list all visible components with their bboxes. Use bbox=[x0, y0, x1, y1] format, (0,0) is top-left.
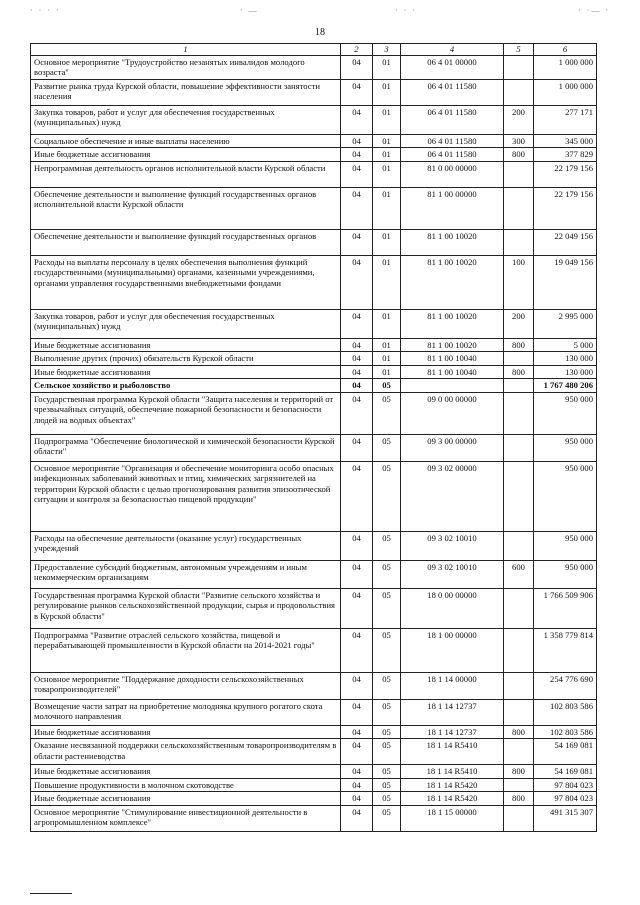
subsection-code: 05 bbox=[373, 434, 401, 461]
amount: 2 995 000 bbox=[534, 309, 597, 338]
amount: 130 000 bbox=[534, 352, 597, 365]
amount: 1 000 000 bbox=[534, 80, 597, 106]
target-article: 81 1 00 00000 bbox=[401, 187, 504, 229]
amount: 22 049 156 bbox=[534, 229, 597, 255]
expense-type bbox=[504, 628, 534, 672]
amount: 277 171 bbox=[534, 106, 597, 135]
expense-type: 600 bbox=[504, 560, 534, 588]
target-article: 81 1 00 10020 bbox=[401, 255, 504, 309]
expense-type bbox=[504, 161, 534, 187]
target-article: 18 1 14 12737 bbox=[401, 725, 504, 738]
section-code: 04 bbox=[341, 739, 373, 765]
table-row bbox=[31, 739, 597, 765]
amount: 950 000 bbox=[534, 560, 597, 588]
header-cell: 2 bbox=[341, 44, 373, 56]
table-row bbox=[31, 699, 597, 725]
target-article: 81 0 00 00000 bbox=[401, 161, 504, 187]
table-row bbox=[31, 792, 597, 805]
target-article: 18 1 14 R5410 bbox=[401, 739, 504, 765]
subsection-code: 01 bbox=[373, 80, 401, 106]
subsection-code: 05 bbox=[373, 765, 401, 778]
expense-type bbox=[504, 461, 534, 531]
table-row bbox=[31, 461, 597, 531]
section-code: 04 bbox=[341, 699, 373, 725]
amount: 491 315 307 bbox=[534, 805, 597, 831]
row-name: Обеспечение деятельности и выполнение функций государственных органов bbox=[31, 229, 341, 255]
amount: 54 169 081 bbox=[534, 765, 597, 778]
section-code: 04 bbox=[341, 560, 373, 588]
expense-type: 300 bbox=[504, 135, 534, 148]
table-row bbox=[31, 588, 597, 628]
row-name: Сельское хозяйство и рыболовство bbox=[31, 379, 341, 392]
amount: 377 829 bbox=[534, 148, 597, 161]
amount: 345 000 bbox=[534, 135, 597, 148]
target-article: 09 0 00 00000 bbox=[401, 392, 504, 434]
expense-type: 800 bbox=[504, 725, 534, 738]
header-cell: 4 bbox=[401, 44, 504, 56]
subsection-code: 01 bbox=[373, 338, 401, 351]
subsection-code: 05 bbox=[373, 805, 401, 831]
subsection-code: 05 bbox=[373, 699, 401, 725]
section-code: 04 bbox=[341, 778, 373, 791]
scan-marks bbox=[30, 6, 610, 16]
amount: 5 000 bbox=[534, 338, 597, 351]
table-row bbox=[31, 672, 597, 699]
section-code: 04 bbox=[341, 392, 373, 434]
amount: 97 804 023 bbox=[534, 778, 597, 791]
target-article bbox=[401, 379, 504, 392]
amount: 950 000 bbox=[534, 531, 597, 560]
expense-type: 800 bbox=[504, 148, 534, 161]
header-cell: 5 bbox=[504, 44, 534, 56]
section-code: 04 bbox=[341, 434, 373, 461]
subsection-code: 01 bbox=[373, 352, 401, 365]
row-name: Основное мероприятие "Организация и обеспечение мониторинга особо опасных инфекционных заболеваний животных и птиц, химических загрязнителей на территории Курской области с целью прогнозирования развития эпизоотической ситуации и контроля за безопасностью пищевой продукции" bbox=[31, 461, 341, 531]
table-row bbox=[31, 106, 597, 135]
table-row bbox=[31, 725, 597, 738]
footnote-rule bbox=[30, 893, 72, 894]
section-code: 04 bbox=[341, 229, 373, 255]
target-article: 18 1 14 R5410 bbox=[401, 765, 504, 778]
target-article: 81 1 00 10040 bbox=[401, 365, 504, 378]
row-name: Оказание несвязанной поддержки сельскохозяйственным товаропроизводителям в области растениеводства bbox=[31, 739, 341, 765]
table-row bbox=[31, 560, 597, 588]
subsection-code: 01 bbox=[373, 56, 401, 80]
amount: 1 358 779 814 bbox=[534, 628, 597, 672]
row-name: Подпрограмма "Развитие отраслей сельского хозяйства, пищевой и перерабатывающей промышленности в Курской области на 2014-2021 годы" bbox=[31, 628, 341, 672]
row-name: Выполнение других (прочих) обязательств Курской области bbox=[31, 352, 341, 365]
section-code: 04 bbox=[341, 106, 373, 135]
target-article: 18 1 00 00000 bbox=[401, 628, 504, 672]
section-code: 04 bbox=[341, 672, 373, 699]
subsection-code: 01 bbox=[373, 255, 401, 309]
expense-type bbox=[504, 531, 534, 560]
section-code: 04 bbox=[341, 461, 373, 531]
table-row bbox=[31, 80, 597, 106]
target-article: 09 3 00 00000 bbox=[401, 434, 504, 461]
expense-type: 100 bbox=[504, 255, 534, 309]
amount: 54 169 081 bbox=[534, 739, 597, 765]
amount: 102 803 586 bbox=[534, 725, 597, 738]
page-number: 18 bbox=[315, 27, 325, 38]
section-code: 04 bbox=[341, 338, 373, 351]
expense-type: 800 bbox=[504, 338, 534, 351]
section-code: 04 bbox=[341, 187, 373, 229]
row-name: Расходы на выплаты персоналу в целях обеспечения выполнения функций государственными (муниципальными) органами, казенными учреждениями, органами управления государственными внебюджетными фондами bbox=[31, 255, 341, 309]
table-row bbox=[31, 229, 597, 255]
section-code: 04 bbox=[341, 531, 373, 560]
subsection-code: 01 bbox=[373, 135, 401, 148]
row-name: Государственная программа Курской области "Защита населения и территорий от чрезвычайных ситуаций, обеспечение пожарной безопасности и безопасности людей на водных объектах" bbox=[31, 392, 341, 434]
table-row bbox=[31, 352, 597, 365]
row-name: Подпрограмма "Обеспечение биологической и химической безопасности Курской области" bbox=[31, 434, 341, 461]
subsection-code: 05 bbox=[373, 379, 401, 392]
table-row bbox=[31, 365, 597, 378]
amount: 130 000 bbox=[534, 365, 597, 378]
amount: 1 000 000 bbox=[534, 56, 597, 80]
row-name: Повышение продуктивности в молочном скотоводстве bbox=[31, 778, 341, 791]
subsection-code: 01 bbox=[373, 148, 401, 161]
subsection-code: 05 bbox=[373, 739, 401, 765]
expense-type bbox=[504, 392, 534, 434]
row-name: Развитие рынка труда Курской области, повышение эффективности занятости населения bbox=[31, 80, 341, 106]
section-code: 04 bbox=[341, 309, 373, 338]
expense-type: 200 bbox=[504, 309, 534, 338]
target-article: 18 1 14 00000 bbox=[401, 672, 504, 699]
table-row bbox=[31, 56, 597, 80]
target-article: 06 4 01 00000 bbox=[401, 56, 504, 80]
table-row bbox=[31, 379, 597, 392]
amount: 19 049 156 bbox=[534, 255, 597, 309]
subsection-code: 05 bbox=[373, 531, 401, 560]
target-article: 81 1 00 10020 bbox=[401, 229, 504, 255]
subsection-code: 01 bbox=[373, 187, 401, 229]
row-name: Иные бюджетные ассигнования bbox=[31, 765, 341, 778]
subsection-code: 01 bbox=[373, 365, 401, 378]
amount: 22 179 156 bbox=[534, 187, 597, 229]
target-article: 81 1 00 10020 bbox=[401, 338, 504, 351]
section-code: 04 bbox=[341, 135, 373, 148]
expense-type bbox=[504, 352, 534, 365]
expense-type bbox=[504, 672, 534, 699]
amount: 950 000 bbox=[534, 392, 597, 434]
target-article: 09 3 02 10010 bbox=[401, 531, 504, 560]
target-article: 81 1 00 10040 bbox=[401, 352, 504, 365]
scan-mark: · — bbox=[240, 6, 259, 15]
row-name: Государственная программа Курской области "Развитие сельского хозяйства и регулирование рынков сельскохозяйственной продукции, сырья и продовольствия в Курской области" bbox=[31, 588, 341, 628]
expense-type bbox=[504, 739, 534, 765]
section-code: 04 bbox=[341, 365, 373, 378]
table-row bbox=[31, 531, 597, 560]
subsection-code: 05 bbox=[373, 725, 401, 738]
expense-type: 800 bbox=[504, 365, 534, 378]
target-article: 09 3 02 00000 bbox=[401, 461, 504, 531]
table-header-row bbox=[31, 44, 597, 56]
table-row bbox=[31, 338, 597, 351]
table-row bbox=[31, 778, 597, 791]
expense-type bbox=[504, 699, 534, 725]
section-code: 04 bbox=[341, 792, 373, 805]
expense-type bbox=[504, 805, 534, 831]
table-row bbox=[31, 187, 597, 229]
amount: 1 766 509 906 bbox=[534, 588, 597, 628]
expense-type bbox=[504, 588, 534, 628]
expense-type bbox=[504, 778, 534, 791]
table-row bbox=[31, 255, 597, 309]
target-article: 06 4 01 11580 bbox=[401, 106, 504, 135]
header-cell: 6 bbox=[534, 44, 597, 56]
row-name: Иные бюджетные ассигнования bbox=[31, 338, 341, 351]
target-article: 06 4 01 11580 bbox=[401, 135, 504, 148]
row-name: Социальное обеспечение и иные выплаты населению bbox=[31, 135, 341, 148]
amount: 22 179 156 bbox=[534, 161, 597, 187]
section-code: 04 bbox=[341, 352, 373, 365]
subsection-code: 05 bbox=[373, 778, 401, 791]
table-row bbox=[31, 392, 597, 434]
row-name: Иные бюджетные ассигнования bbox=[31, 148, 341, 161]
section-code: 04 bbox=[341, 255, 373, 309]
amount: 254 776 690 bbox=[534, 672, 597, 699]
subsection-code: 05 bbox=[373, 392, 401, 434]
target-article: 18 1 15 00000 bbox=[401, 805, 504, 831]
row-name: Иные бюджетные ассигнования bbox=[31, 725, 341, 738]
target-article: 06 4 01 11580 bbox=[401, 80, 504, 106]
header-cell: 1 bbox=[31, 44, 341, 56]
table-row bbox=[31, 135, 597, 148]
amount: 950 000 bbox=[534, 461, 597, 531]
target-article: 06 4 01 11580 bbox=[401, 148, 504, 161]
subsection-code: 01 bbox=[373, 106, 401, 135]
subsection-code: 01 bbox=[373, 161, 401, 187]
section-code: 04 bbox=[341, 148, 373, 161]
table-row bbox=[31, 161, 597, 187]
row-name: Закупка товаров, работ и услуг для обеспечения государственных (муниципальных) нужд bbox=[31, 106, 341, 135]
subsection-code: 01 bbox=[373, 309, 401, 338]
row-name: Иные бюджетные ассигнования bbox=[31, 792, 341, 805]
row-name: Иные бюджетные ассигнования bbox=[31, 365, 341, 378]
section-code: 04 bbox=[341, 765, 373, 778]
row-name: Обеспечение деятельности и выполнение функций государственных органов исполнительной власти Курской области bbox=[31, 187, 341, 229]
row-name: Закупка товаров, работ и услуг для обеспечения государственных (муниципальных) нужд bbox=[31, 309, 341, 338]
expense-type bbox=[504, 56, 534, 80]
table-row bbox=[31, 628, 597, 672]
section-code: 04 bbox=[341, 379, 373, 392]
amount: 97 804 023 bbox=[534, 792, 597, 805]
target-article: 09 3 02 10010 bbox=[401, 560, 504, 588]
table-row bbox=[31, 148, 597, 161]
section-code: 04 bbox=[341, 56, 373, 80]
expense-type: 800 bbox=[504, 792, 534, 805]
budget-table bbox=[30, 43, 597, 832]
subsection-code: 05 bbox=[373, 588, 401, 628]
amount: 1 767 480 206 bbox=[534, 379, 597, 392]
amount: 950 000 bbox=[534, 434, 597, 461]
table-row bbox=[31, 765, 597, 778]
scan-mark: · · · · bbox=[30, 6, 61, 15]
table-row bbox=[31, 434, 597, 461]
section-code: 04 bbox=[341, 628, 373, 672]
amount: 102 803 586 bbox=[534, 699, 597, 725]
row-name: Предоставление субсидий бюджетным, автономным учреждениям и иным некоммерческим организациям bbox=[31, 560, 341, 588]
subsection-code: 05 bbox=[373, 560, 401, 588]
row-name: Основное мероприятие "Поддержание доходности сельскохозяйственных товаропроизводителей" bbox=[31, 672, 341, 699]
expense-type bbox=[504, 187, 534, 229]
section-code: 04 bbox=[341, 588, 373, 628]
expense-type: 200 bbox=[504, 106, 534, 135]
row-name: Непрограммная деятельность органов исполнительной власти Курской области bbox=[31, 161, 341, 187]
target-article: 81 1 00 10020 bbox=[401, 309, 504, 338]
subsection-code: 05 bbox=[373, 672, 401, 699]
expense-type: 800 bbox=[504, 765, 534, 778]
scan-mark: · · · bbox=[395, 6, 417, 15]
target-article: 18 0 00 00000 bbox=[401, 588, 504, 628]
table-row bbox=[31, 309, 597, 338]
section-code: 04 bbox=[341, 80, 373, 106]
subsection-code: 05 bbox=[373, 792, 401, 805]
section-code: 04 bbox=[341, 725, 373, 738]
expense-type bbox=[504, 229, 534, 255]
row-name: Возмещение части затрат на приобретение молодняка крупного рогатого скота молочного направления bbox=[31, 699, 341, 725]
subsection-code: 01 bbox=[373, 229, 401, 255]
scan-mark: · ·— · bbox=[578, 6, 610, 15]
expense-type bbox=[504, 434, 534, 461]
row-name: Расходы на обеспечение деятельности (оказание услуг) государственных учреждений bbox=[31, 531, 341, 560]
table-row bbox=[31, 805, 597, 831]
target-article: 18 1 14 R5420 bbox=[401, 792, 504, 805]
target-article: 18 1 14 R5420 bbox=[401, 778, 504, 791]
section-code: 04 bbox=[341, 805, 373, 831]
expense-type bbox=[504, 80, 534, 106]
subsection-code: 05 bbox=[373, 461, 401, 531]
section-code: 04 bbox=[341, 161, 373, 187]
row-name: Основное мероприятие "Стимулирование инвестиционной деятельности в агропромышленном комплексе" bbox=[31, 805, 341, 831]
row-name: Основное мероприятие "Трудоустройство незанятых инвалидов молодого возраста" bbox=[31, 56, 341, 80]
header-cell: 3 bbox=[373, 44, 401, 56]
subsection-code: 05 bbox=[373, 628, 401, 672]
expense-type bbox=[504, 379, 534, 392]
target-article: 18 1 14 12737 bbox=[401, 699, 504, 725]
